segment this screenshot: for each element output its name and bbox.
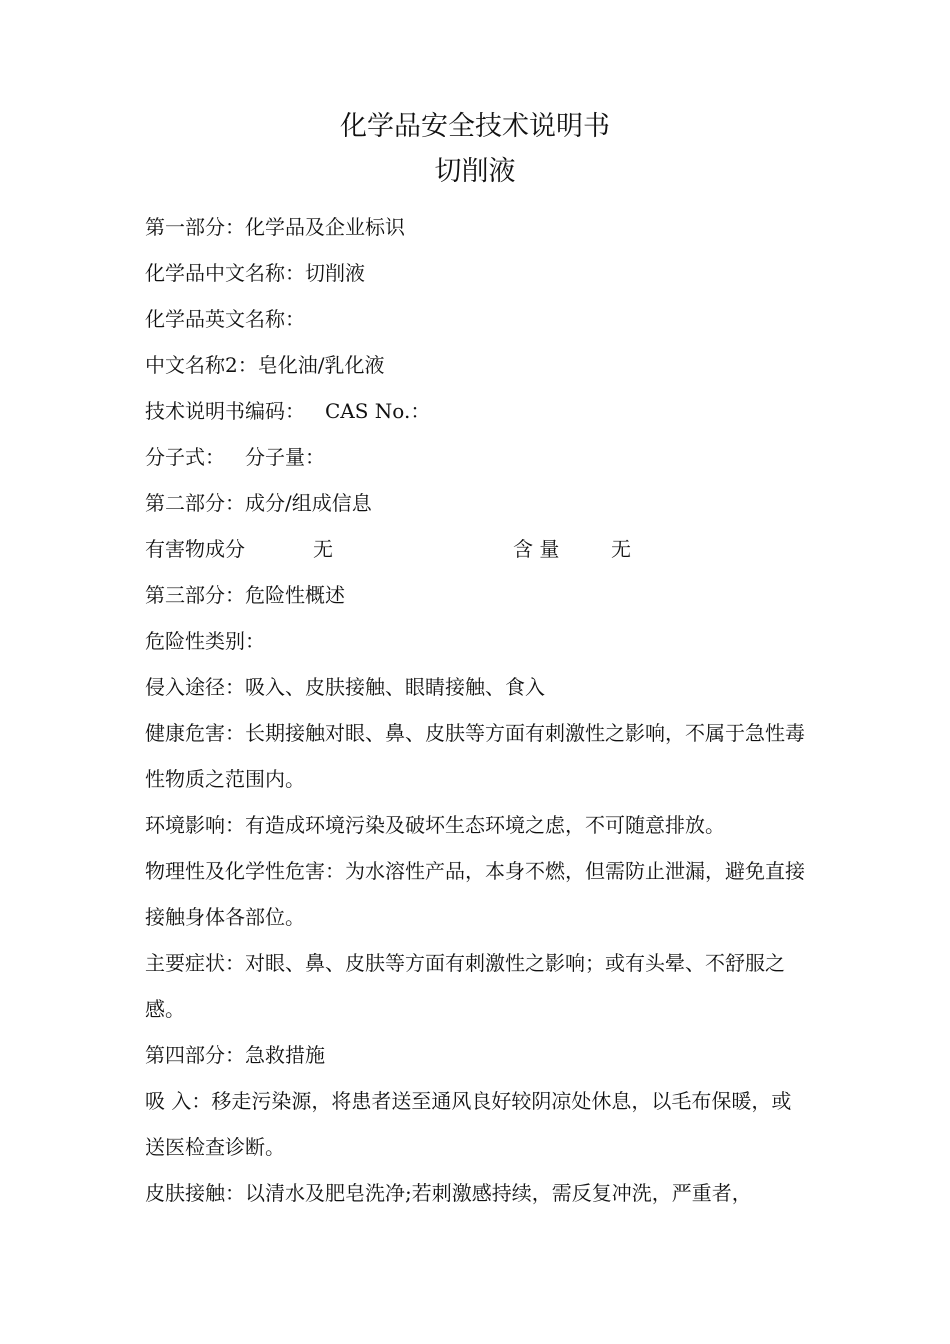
hazard-value: 无	[313, 537, 333, 561]
environment-line: 环境影响：有造成环境污染及破坏生态环境之虑，不可随意排放。	[145, 813, 725, 837]
code-cas-line	[145, 388, 810, 434]
cas-label: CAS No.：	[325, 399, 431, 423]
inhalation-paragraph: 吸 入：移走污染源，将患者送至通风良好较阴凉处休息，以毛布保暖，或送医检查诊断。	[145, 1089, 792, 1159]
symptoms-paragraph: 主要症状：对眼、鼻、皮肤等方面有刺激性之影响；或有头晕、不舒服之感。	[145, 951, 785, 1021]
section3-heading: 第三部分：危险性概述	[145, 583, 345, 607]
skin-contact-line: 皮肤接触：以清水及肥皂洗净;若刺激感持续，需反复冲洗，严重者，	[145, 1181, 752, 1205]
content-value: 无	[611, 537, 631, 561]
formula-weight-line	[145, 434, 810, 480]
document-body	[145, 204, 810, 1216]
document-subtitle: 切削液	[434, 156, 516, 187]
english-name-line: 化学品英文名称：	[145, 307, 305, 331]
physical-hazard-paragraph: 物理性及化学性危害：为水溶性产品，本身不燃，但需防止泄漏，避免直接接触身体各部位。	[145, 859, 805, 929]
chinese-name-line: 化学品中文名称：切削液	[145, 261, 365, 285]
document-title: 化学品安全技术说明书	[340, 111, 610, 142]
section2-heading: 第二部分：成分/组成信息	[145, 491, 372, 515]
chinese-name2-line: 中文名称2：皂化油/乳化液	[145, 353, 385, 377]
content-label: 含 量	[513, 537, 560, 561]
routes-line: 侵入途径：吸入、皮肤接触、眼睛接触、食入	[145, 675, 545, 699]
formula-label: 分子式：	[145, 445, 225, 469]
health-hazard-paragraph: 健康危害：长期接触对眼、鼻、皮肤等方面有刺激性之影响，不属于急性毒性物质之范围内。	[145, 721, 805, 791]
hazard-category-line: 危险性类别：	[145, 629, 265, 653]
composition-line	[145, 526, 810, 572]
code-label: 技术说明书编码：	[145, 399, 305, 423]
section4-heading: 第四部分：急救措施	[145, 1043, 325, 1067]
weight-label: 分子量：	[245, 445, 325, 469]
section1-heading: 第一部分：化学品及企业标识	[145, 215, 405, 239]
hazard-label: 有害物成分	[145, 537, 245, 561]
